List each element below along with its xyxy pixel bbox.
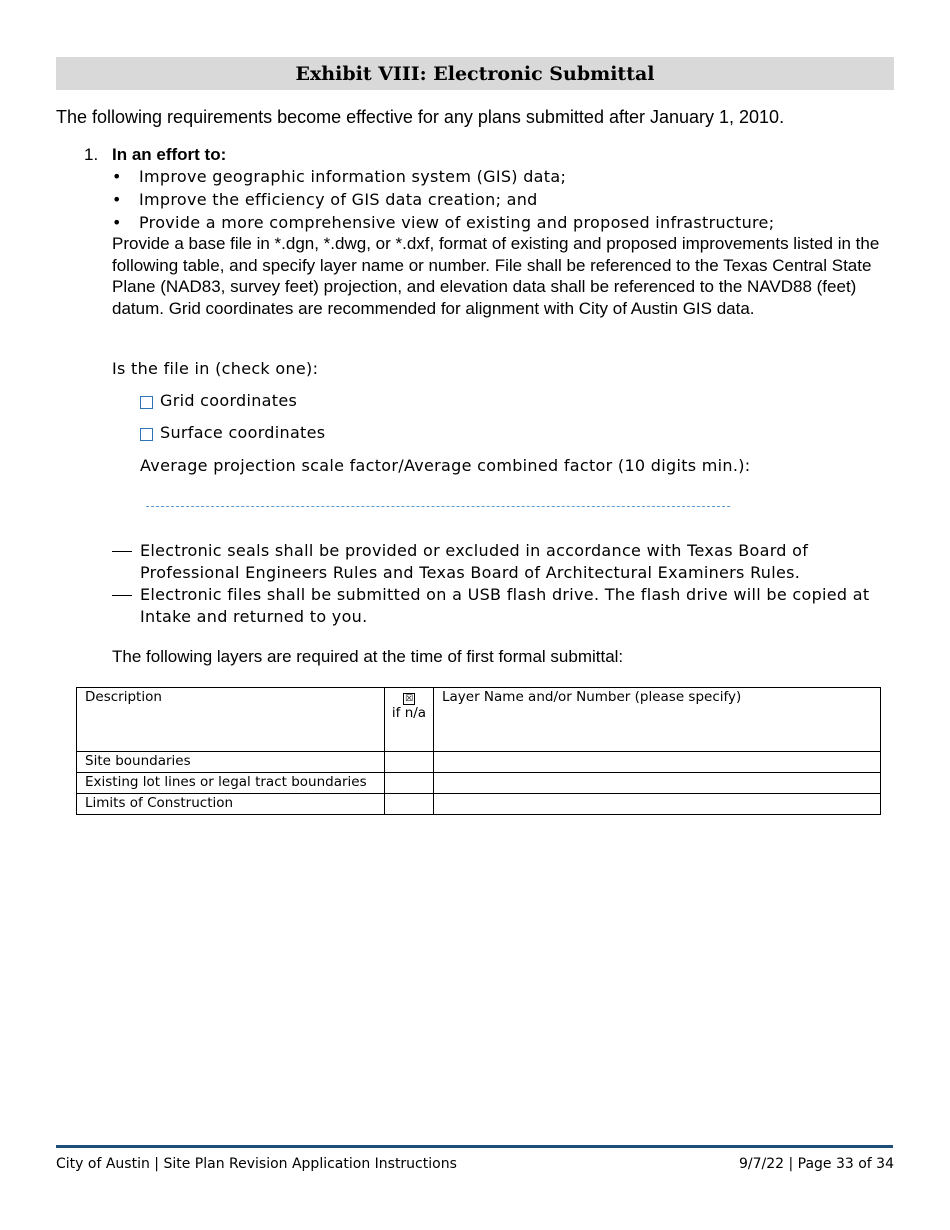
table-row <box>77 794 881 815</box>
intro-text: The following requirements become effective for any plans submitted after January 1, 2010. <box>56 107 785 127</box>
table-row <box>77 773 881 794</box>
footer-page-number: 9/7/22 | Page 33 of 34 <box>738 1156 894 1172</box>
table-header-row <box>77 688 881 752</box>
footer-rule <box>56 1145 893 1148</box>
layers-intro: The following layers are required at the time of first formal submittal: <box>112 647 624 666</box>
scale-factor-label: Average projection scale factor/Average combined factor (10 digits min.): <box>140 456 751 475</box>
row-na-cell[interactable] <box>385 773 434 794</box>
surface-coordinates-label: Surface coordinates <box>160 423 326 442</box>
row-na-cell[interactable] <box>385 794 434 815</box>
grid-coordinates-label: Grid coordinates <box>160 391 298 410</box>
scale-factor-input[interactable] <box>146 506 730 507</box>
row-description: Existing lot lines or legal tract boundaries <box>77 773 385 794</box>
row-na-cell[interactable] <box>385 752 434 773</box>
surface-coordinates-checkbox[interactable] <box>140 428 153 441</box>
row-description: Site boundaries <box>77 752 385 773</box>
row-layer-cell[interactable] <box>434 773 881 794</box>
coordinate-question: Is the file in (check one): <box>112 359 319 378</box>
bullet-icon: • <box>112 213 122 232</box>
bullet-icon: • <box>112 190 122 209</box>
layer-name-header: Layer Name and/or Number (please specify) <box>434 688 881 752</box>
dash-marker <box>112 595 132 596</box>
item-number: 1. <box>84 145 99 164</box>
usb-submission-note: Electronic files shall be submitted on a USB flash drive. The flash drive will be copied at Intake and returned to you. <box>140 585 870 626</box>
row-description: Limits of Construction <box>77 794 385 815</box>
table-row <box>77 752 881 773</box>
footer-left: City of Austin | Site Plan Revision Application Instructions <box>56 1156 457 1172</box>
base-file-paragraph: Provide a base file in *.dgn, *.dwg, or *.dxf, format of existing and proposed improvements listed in the following table, and specify layer name or number. File shall be referenced to the Texas Central State Plane (NAD83, survey feet) projection, and elevation data shall be referenced to the NAVD88 (feet) datum. Grid coordinates are recommended for alignment with City of Austin GIS data. <box>112 234 880 318</box>
item-lead: In an effort to: <box>112 145 227 164</box>
row-layer-cell[interactable] <box>434 794 881 815</box>
description-header: Description <box>77 688 385 752</box>
electronic-seals-note: Electronic seals shall be provided or excluded in accordance with Texas Board of Professional Engineers Rules and Texas Board of Architectural Examiners Rules. <box>140 541 809 582</box>
na-header: ☒ if n/a <box>385 688 434 752</box>
grid-coordinates-checkbox[interactable] <box>140 396 153 409</box>
dash-marker <box>112 551 132 552</box>
row-layer-cell[interactable] <box>434 752 881 773</box>
bullet-icon: • <box>112 167 122 186</box>
checked-box-icon: ☒ <box>404 694 414 704</box>
exhibit-title: Exhibit VIII: Electronic Submittal <box>56 57 894 90</box>
layers-table <box>76 687 881 815</box>
